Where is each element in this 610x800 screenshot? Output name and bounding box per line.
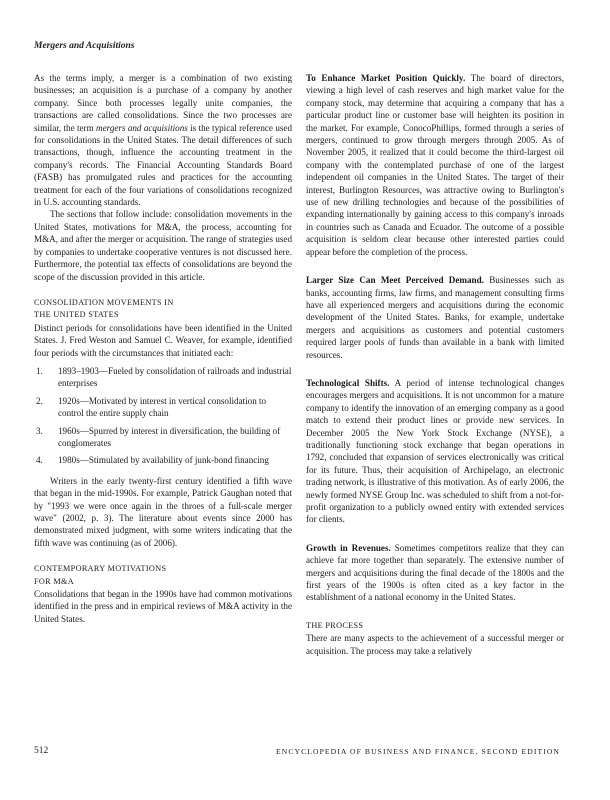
page-footer — [34, 746, 560, 760]
sections-paragraph: The sections that follow include: consolidation movements in the United States, motivations for M&A, the process, accounting for M&A, and after the merger or acquisition. The range of strategies used by companies to undertake cooperative ventures is not discussed here. Furthermore, the potential tax effects of consolidations are beyond the scope of the discussion provided in this article. — [34, 209, 292, 282]
motivations-paragraph: Consolidations that began in the 1990s have had common motivations identified in the press and in empirical reviews of M&A activity in the United States. — [34, 589, 292, 624]
larger-size-paragraph — [306, 274, 564, 361]
list-number: 1. — [36, 365, 43, 376]
market-position-paragraph — [306, 72, 564, 258]
intro-text-b: is the typical reference used for consolidations in the United States. The detail differences of such transactions, though, influence the accounting treatment in the company's records. The Financial Accounting Standards Board (FASB) has promulgated rules and practices for the accounting treatment for each of the four variations of consolidations recognized in U.S. accounting standards. — [34, 122, 292, 208]
periods-list — [34, 365, 292, 467]
runin-heading: Technological Shifts. — [306, 377, 390, 388]
list-number: 4. — [36, 455, 43, 466]
process-paragraph: There are many aspects to the achievement of a successful merger or acquisition. The process may take a relatively — [306, 633, 564, 656]
heading-line: CONTEMPORARY MOTIVATIONS — [34, 564, 167, 574]
section-heading-process: THE PROCESS — [306, 620, 364, 630]
movements-paragraph: Distinct periods for consolidations have been identified in the United States. J. Fred Weston and Samuel C. Weaver, for example, identified four periods with the circumstances that initiated each: — [34, 322, 292, 358]
technological-shifts-paragraph — [306, 377, 564, 526]
list-item — [34, 365, 292, 390]
publication-title: ENCYCLOPEDIA OF BUSINESS AND FINANCE, SECOND EDITION — [276, 747, 560, 756]
intro-emphasis: mergers and acquisitions — [96, 122, 188, 133]
runin-heading: Growth in Revenues. — [306, 542, 391, 553]
growth-paragraph — [306, 542, 564, 604]
runin-heading: To Enhance Market Position Quickly. — [306, 73, 466, 83]
list-item — [34, 425, 292, 450]
list-item — [34, 454, 292, 466]
heading-line: FOR M&A — [34, 576, 74, 586]
running-head: Mergers and Acquisitions — [34, 41, 135, 51]
fifth-wave-paragraph: Writers in the early twenty-first century identified a fifth wave that began in the mid-1990s. For example, Patrick Gaughan noted that by "1993 we were once again in the throes of a full-scale merger wave" (2002, p. 3). The literature about events since 2000 has demonstrated mixed judgment, with some writers indicating that the fifth wave was continuing (as of 2006). — [34, 475, 292, 548]
section-heading-consolidation — [34, 297, 292, 322]
runin-heading: Larger Size Can Meet Perceived Demand. — [306, 275, 484, 286]
paragraph-text: The board of directors, viewing a high level of cash reserves and high market value for the company stock, may determine that acquiring a company that has a particular product line or customer base will heighten its position in the market. For example, ConocoPhillips, formed through a series of mergers, continued to grow through mergers through 2005. As of November 2005, it realized that it could become the third-largest oil company with the contemplated purchase of one of the largest independent oil companies in the United States. The target of their interest, Burlington Resources, was attractive owing to Burlington's use of new drilling technologies and because of the possibilities of expanding internationally by gaining access to this company's inroads in countries such as Canada and Ecuador. The outcome of a possible acquisition is seldom clear because other interested parties could appear before the completion of the process. — [306, 73, 564, 257]
paragraph-text: Sometimes competitors realize that they can achieve far more together than separately. The extensive number of mergers and acquisitions during the final decade of the 1800s and the first years of the 1900s is often cited as a key factor in the establishment of a national economy in the United States. — [306, 542, 564, 603]
list-item — [34, 395, 292, 420]
page-number: 512 — [34, 746, 49, 756]
list-text: 1893–1903—Fueled by consolidation of railroads and industrial enterprises — [58, 365, 292, 389]
paragraph-text: A period of intense technological changes encourages mergers and acquisitions. It is not uncommon for a mature company to identify the innovation of an emerging company as a good match to extend their product lines or provide new services. In December 2005 the New York Stock Exchange (NYSE), a traditionally functioning stock exchange that began operations in 1792, concluded that expansion of services electronically was critical for its future. Thus, their acquisition of Archipelago, an electronic trading network, is illustrative of this motivation. As of early 2006, the newly formed NYSE Group Inc. was scheduled to shift from a not-for-profit organization to a publicly owned entity with extended services for clients. — [306, 377, 564, 525]
heading-line: THE UNITED STATES — [34, 310, 119, 320]
list-number: 2. — [36, 395, 43, 406]
left-column — [34, 72, 292, 625]
list-text: 1920s—Motivated by interest in vertical consolidation to control the entire supply chain — [58, 395, 267, 419]
paragraph-text: Businesses such as banks, accounting firms, law firms, and management consulting firms have all experienced mergers and acquisitions during the economic development of the United States. Banks, for example, undertake mergers and acquisitions as customers and potential customers required larger pools of funds than available in a bank with limited resources. — [306, 275, 564, 360]
heading-line: CONSOLIDATION MOVEMENTS IN — [34, 297, 174, 307]
list-text: 1960s—Spurred by interest in diversification, the building of conglomerates — [58, 425, 281, 448]
list-number: 3. — [36, 425, 43, 436]
list-text: 1980s—Stimulated by availability of junk-bond financing — [58, 455, 269, 466]
intro-text-a: As the terms imply, a merger is a combination of two existing businesses; an acquisition is a purchase of a company by another company. Since both processes legally unite companies, the transactions are called consolidations. Since the two processes are similar, the term — [34, 73, 292, 133]
right-column — [306, 72, 564, 657]
section-heading-motivations — [34, 563, 292, 588]
intro-paragraph — [34, 72, 292, 208]
